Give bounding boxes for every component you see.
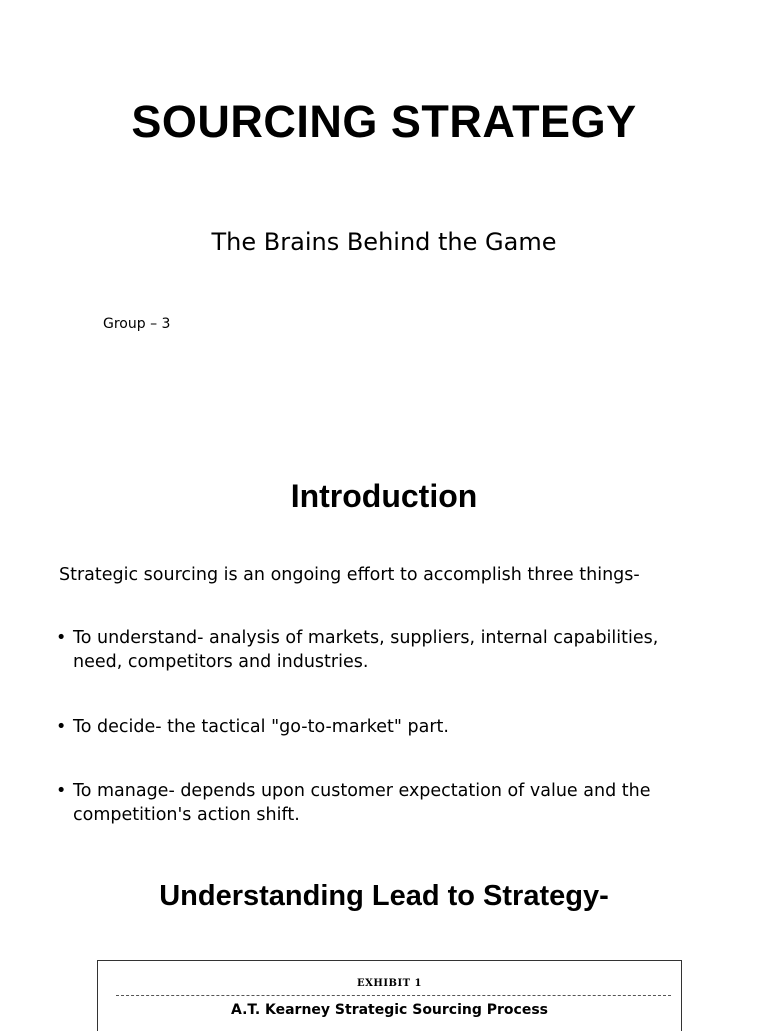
presentation-title: SOURCING STRATEGY [131,96,637,147]
bullet-text: To manage- depends upon customer expectation of value and the competition's action shift. [73,781,651,825]
understanding-heading: Understanding Lead to Strategy- [159,880,609,912]
exhibit-figure [97,960,682,1031]
presentation-subtitle: The Brains Behind the Game [211,228,557,256]
bullet-text: To decide- the tactical "go-to-market" part. [73,717,449,737]
slide-understanding [0,850,768,1024]
exhibit-divider [116,995,671,996]
exhibit-label: EXHIBIT 1 [356,978,423,989]
exhibit-title: A.T. Kearney Strategic Sourcing Process [230,1002,549,1018]
bullet-item-understand [56,626,706,674]
bullet-item-decide [56,715,706,739]
bullet-icon: • [56,717,67,737]
slide-title [0,0,768,440]
slide-introduction [0,440,768,850]
bullet-icon: • [56,781,67,801]
bullet-text: To understand- analysis of markets, suppliers, internal capabilities, need, competitors and industries. [73,628,659,672]
bullet-item-manage [56,779,706,827]
introduction-heading: Introduction [290,478,478,514]
bullet-list [56,626,706,827]
intro-paragraph: Strategic sourcing is an ongoing effort to accomplish three things- [59,565,640,585]
group-label: Group – 3 [103,316,171,332]
bullet-icon: • [56,628,67,648]
